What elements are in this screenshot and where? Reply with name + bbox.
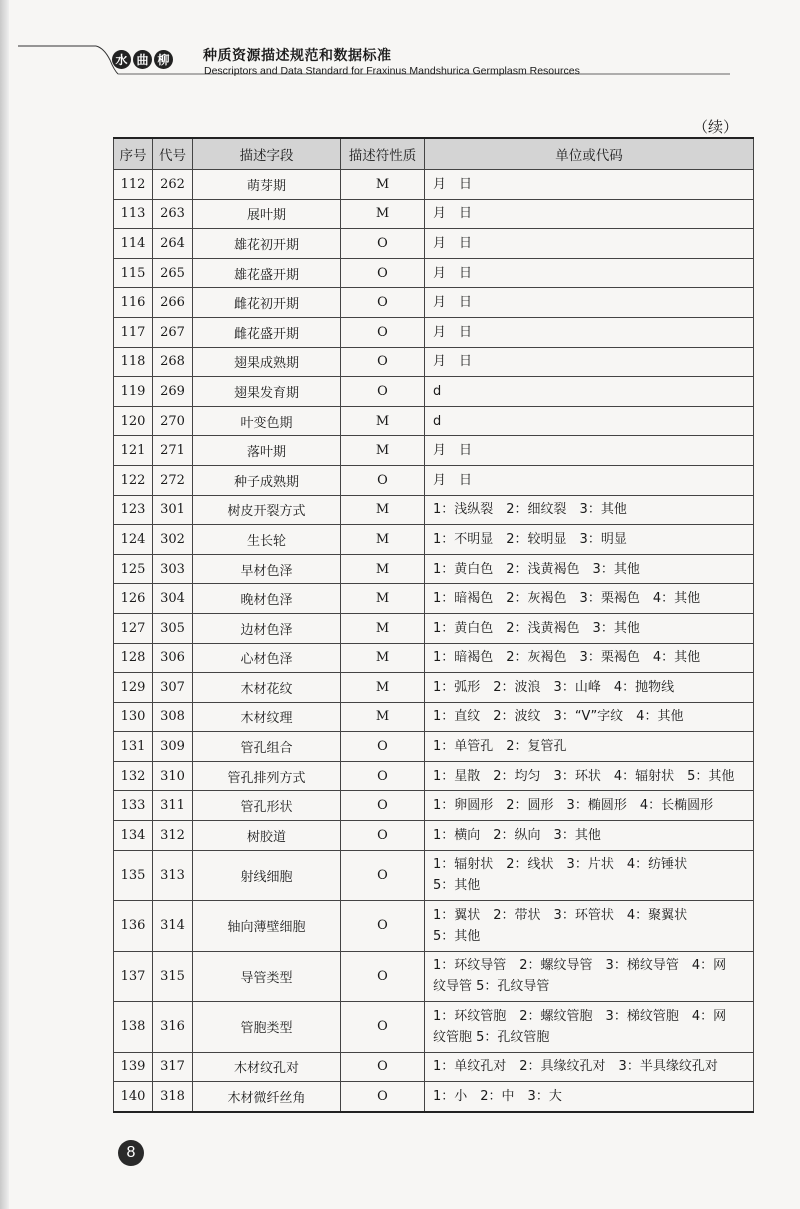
cell-unit: 月 日 <box>425 170 754 200</box>
cell-no: 113 <box>114 199 153 229</box>
cell-nature: O <box>341 850 425 901</box>
cell-field: 雄花初开期 <box>193 229 341 259</box>
cell-no: 137 <box>114 951 153 1002</box>
cell-field: 雌花初开期 <box>193 288 341 318</box>
cell-nature: O <box>341 1002 425 1053</box>
cell-field: 射线细胞 <box>193 850 341 901</box>
cell-nature: M <box>341 554 425 584</box>
cell-field: 翅果成熟期 <box>193 347 341 377</box>
cell-nature: O <box>341 229 425 259</box>
cell-code: 313 <box>153 850 193 901</box>
cell-no: 117 <box>114 317 153 347</box>
cell-unit: 1：浅纵裂 2：细纹裂 3：其他 <box>425 495 754 525</box>
cell-no: 115 <box>114 258 153 288</box>
cell-no: 135 <box>114 850 153 901</box>
cell-unit: 1：暗褐色 2：灰褐色 3：栗褐色 4：其他 <box>425 643 754 673</box>
cell-code: 304 <box>153 584 193 614</box>
column-header-no: 序号 <box>114 138 153 170</box>
table-row <box>114 525 754 555</box>
cell-nature: O <box>341 951 425 1002</box>
cell-nature: O <box>341 732 425 762</box>
column-header-nature: 描述符性质 <box>341 138 425 170</box>
cell-code: 315 <box>153 951 193 1002</box>
cell-unit: 1：弧形 2：波浪 3：山峰 4：抛物线 <box>425 673 754 703</box>
cell-unit: 1：不明显 2：较明显 3：明显 <box>425 525 754 555</box>
cell-field: 树胶道 <box>193 821 341 851</box>
cell-no: 132 <box>114 761 153 791</box>
cell-nature: M <box>341 673 425 703</box>
cell-code: 314 <box>153 901 193 952</box>
cell-no: 127 <box>114 613 153 643</box>
cell-no: 134 <box>114 821 153 851</box>
cell-unit: 月 日 <box>425 258 754 288</box>
cell-nature: O <box>341 317 425 347</box>
cell-code: 301 <box>153 495 193 525</box>
badge-char: 柳 <box>154 50 173 69</box>
cell-code: 307 <box>153 673 193 703</box>
cell-code: 316 <box>153 1002 193 1053</box>
cell-nature: M <box>341 613 425 643</box>
cell-unit: 1：环纹导管 2：螺纹导管 3：梯纹导管 4：网 纹导管 5：孔纹导管 <box>425 951 754 1002</box>
cell-unit: 月 日 <box>425 199 754 229</box>
cell-nature: O <box>341 288 425 318</box>
table-row <box>114 1002 754 1053</box>
cell-no: 139 <box>114 1052 153 1082</box>
cell-no: 128 <box>114 643 153 673</box>
table-row <box>114 613 754 643</box>
cell-nature: O <box>341 377 425 407</box>
table-row <box>114 702 754 732</box>
cell-nature: O <box>341 1082 425 1112</box>
cell-unit: 1：单纹孔对 2：具缘纹孔对 3：半具缘纹孔对 <box>425 1052 754 1082</box>
cell-code: 268 <box>153 347 193 377</box>
cell-no: 119 <box>114 377 153 407</box>
cell-code: 302 <box>153 525 193 555</box>
cell-code: 309 <box>153 732 193 762</box>
cell-field: 萌芽期 <box>193 170 341 200</box>
cell-unit: 月 日 <box>425 465 754 495</box>
cell-code: 303 <box>153 554 193 584</box>
descriptor-table <box>113 137 754 1113</box>
column-header-code: 代号 <box>153 138 193 170</box>
cell-field: 管孔组合 <box>193 732 341 762</box>
cell-unit: d <box>425 406 754 436</box>
table-row <box>114 465 754 495</box>
page-number: 8 <box>118 1140 144 1166</box>
cell-unit: 1：横向 2：纵向 3：其他 <box>425 821 754 851</box>
cell-code: 306 <box>153 643 193 673</box>
table-row <box>114 317 754 347</box>
table-row <box>114 584 754 614</box>
cell-nature: O <box>341 791 425 821</box>
cell-nature: M <box>341 436 425 466</box>
column-header-field: 描述字段 <box>193 138 341 170</box>
cell-code: 308 <box>153 702 193 732</box>
cell-no: 118 <box>114 347 153 377</box>
table-row <box>114 170 754 200</box>
table-header-row <box>114 138 754 170</box>
cell-nature: M <box>341 406 425 436</box>
cell-no: 129 <box>114 673 153 703</box>
cell-unit: 月 日 <box>425 347 754 377</box>
cell-unit: 1：暗褐色 2：灰褐色 3：栗褐色 4：其他 <box>425 584 754 614</box>
cell-unit: 月 日 <box>425 229 754 259</box>
cell-unit: 1：黄白色 2：浅黄褐色 3：其他 <box>425 554 754 584</box>
table-row <box>114 229 754 259</box>
table-row <box>114 732 754 762</box>
cell-unit: 1：单管孔 2：复管孔 <box>425 732 754 762</box>
table-row <box>114 377 754 407</box>
cell-field: 生长轮 <box>193 525 341 555</box>
cell-field: 展叶期 <box>193 199 341 229</box>
page-header <box>0 0 800 110</box>
cell-field: 晚材色泽 <box>193 584 341 614</box>
cell-field: 管孔排列方式 <box>193 761 341 791</box>
cell-field: 叶变色期 <box>193 406 341 436</box>
column-header-unit: 单位或代码 <box>425 138 754 170</box>
cell-field: 树皮开裂方式 <box>193 495 341 525</box>
cell-field: 种子成熟期 <box>193 465 341 495</box>
cell-code: 267 <box>153 317 193 347</box>
header-title-english: Descriptors and Data Standard for Fraxinus Mandshurica Germplasm Resources <box>204 65 580 77</box>
cell-field: 管胞类型 <box>193 1002 341 1053</box>
cell-unit: 月 日 <box>425 288 754 318</box>
table-row <box>114 791 754 821</box>
cell-nature: O <box>341 258 425 288</box>
cell-code: 263 <box>153 199 193 229</box>
cell-nature: O <box>341 465 425 495</box>
table-row <box>114 436 754 466</box>
cell-field: 翅果发育期 <box>193 377 341 407</box>
cell-code: 318 <box>153 1082 193 1112</box>
cell-no: 120 <box>114 406 153 436</box>
header-badges <box>112 50 173 69</box>
cell-nature: O <box>341 1052 425 1082</box>
table-row <box>114 673 754 703</box>
cell-code: 270 <box>153 406 193 436</box>
cell-code: 310 <box>153 761 193 791</box>
cell-code: 269 <box>153 377 193 407</box>
cell-no: 121 <box>114 436 153 466</box>
table-row <box>114 406 754 436</box>
cell-field: 雌花盛开期 <box>193 317 341 347</box>
continued-label: （续） <box>693 118 739 136</box>
cell-no: 116 <box>114 288 153 318</box>
table-row <box>114 288 754 318</box>
cell-field: 落叶期 <box>193 436 341 466</box>
cell-nature: M <box>341 643 425 673</box>
cell-no: 126 <box>114 584 153 614</box>
cell-code: 305 <box>153 613 193 643</box>
table-row <box>114 554 754 584</box>
cell-no: 112 <box>114 170 153 200</box>
table-body <box>114 170 754 1112</box>
cell-no: 138 <box>114 1002 153 1053</box>
table-row <box>114 761 754 791</box>
cell-unit: 1：卵圆形 2：圆形 3：椭圆形 4：长椭圆形 <box>425 791 754 821</box>
cell-no: 130 <box>114 702 153 732</box>
cell-no: 131 <box>114 732 153 762</box>
cell-field: 管孔形状 <box>193 791 341 821</box>
cell-field: 雄花盛开期 <box>193 258 341 288</box>
cell-nature: O <box>341 347 425 377</box>
table-row <box>114 258 754 288</box>
cell-field: 木材纹理 <box>193 702 341 732</box>
cell-code: 264 <box>153 229 193 259</box>
table-row <box>114 951 754 1002</box>
cell-nature: M <box>341 495 425 525</box>
cell-code: 266 <box>153 288 193 318</box>
cell-field: 轴向薄壁细胞 <box>193 901 341 952</box>
cell-unit: d <box>425 377 754 407</box>
cell-no: 133 <box>114 791 153 821</box>
cell-unit: 1：小 2：中 3：大 <box>425 1082 754 1112</box>
table-row <box>114 347 754 377</box>
book-spine-shadow <box>0 0 9 1209</box>
cell-unit: 1：环纹管胞 2：螺纹管胞 3：梯纹管胞 4：网 纹管胞 5：孔纹管胞 <box>425 1002 754 1053</box>
cell-unit: 1：黄白色 2：浅黄褐色 3：其他 <box>425 613 754 643</box>
cell-no: 140 <box>114 1082 153 1112</box>
cell-code: 265 <box>153 258 193 288</box>
table-row <box>114 1082 754 1112</box>
cell-nature: O <box>341 761 425 791</box>
table-row <box>114 199 754 229</box>
cell-code: 311 <box>153 791 193 821</box>
cell-code: 262 <box>153 170 193 200</box>
cell-unit: 1：直纹 2：波纹 3：“V”字纹 4：其他 <box>425 702 754 732</box>
header-title-chinese: 种质资源描述规范和数据标准 <box>203 48 392 64</box>
cell-field: 边材色泽 <box>193 613 341 643</box>
cell-nature: M <box>341 702 425 732</box>
cell-code: 272 <box>153 465 193 495</box>
table-row <box>114 495 754 525</box>
cell-field: 早材色泽 <box>193 554 341 584</box>
cell-no: 114 <box>114 229 153 259</box>
cell-code: 312 <box>153 821 193 851</box>
table-row <box>114 901 754 952</box>
cell-field: 导管类型 <box>193 951 341 1002</box>
cell-field: 木材花纹 <box>193 673 341 703</box>
table-row <box>114 1052 754 1082</box>
cell-no: 136 <box>114 901 153 952</box>
cell-unit: 月 日 <box>425 436 754 466</box>
cell-nature: O <box>341 821 425 851</box>
cell-unit: 月 日 <box>425 317 754 347</box>
cell-field: 心材色泽 <box>193 643 341 673</box>
cell-nature: M <box>341 525 425 555</box>
cell-nature: O <box>341 901 425 952</box>
cell-unit: 1：星散 2：均匀 3：环状 4：辐射状 5：其他 <box>425 761 754 791</box>
cell-field: 木材微纤丝角 <box>193 1082 341 1112</box>
cell-no: 124 <box>114 525 153 555</box>
table-row <box>114 850 754 901</box>
cell-code: 317 <box>153 1052 193 1082</box>
table-row <box>114 821 754 851</box>
cell-unit: 1：辐射状 2：线状 3：片状 4：纺锤状 5：其他 <box>425 850 754 901</box>
cell-no: 125 <box>114 554 153 584</box>
cell-nature: M <box>341 199 425 229</box>
cell-nature: M <box>341 584 425 614</box>
cell-no: 122 <box>114 465 153 495</box>
cell-nature: M <box>341 170 425 200</box>
cell-field: 木材纹孔对 <box>193 1052 341 1082</box>
badge-char: 曲 <box>133 50 152 69</box>
cell-unit: 1：翼状 2：带状 3：环管状 4：聚翼状 5：其他 <box>425 901 754 952</box>
cell-no: 123 <box>114 495 153 525</box>
badge-char: 水 <box>112 50 131 69</box>
cell-code: 271 <box>153 436 193 466</box>
table-row <box>114 643 754 673</box>
